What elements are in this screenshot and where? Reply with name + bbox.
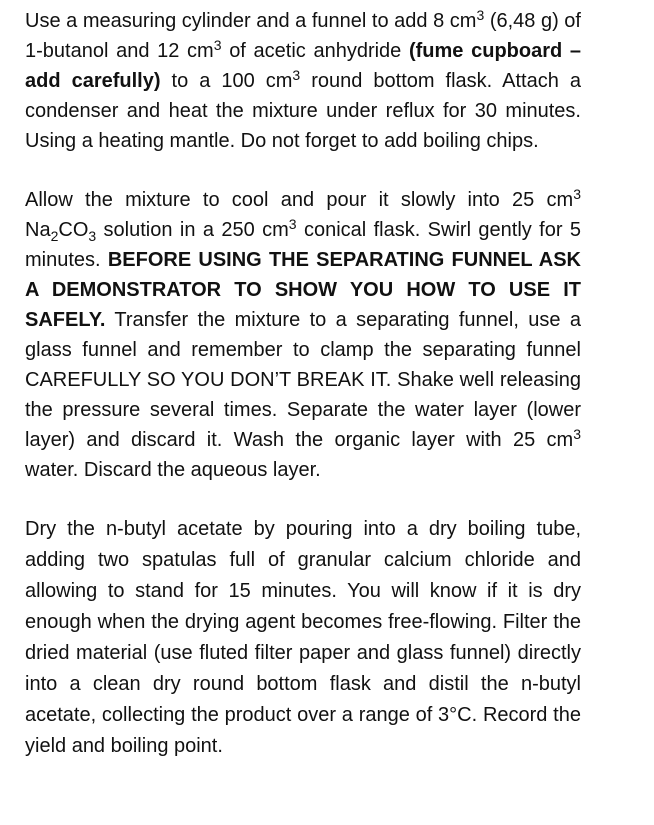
unit-cm3 — [262, 216, 297, 241]
unit-cm3 — [546, 426, 581, 451]
paragraph-spacer — [25, 485, 581, 514]
unit-cm: cm — [265, 70, 293, 92]
sodium-carbonate-formula — [25, 219, 97, 244]
unit-cube-exponent: 3 — [573, 426, 581, 442]
unit-cm3 — [187, 37, 222, 62]
unit-cm: cm — [449, 10, 477, 32]
p2-text-4: conical flask. Swirl gently for 5 minutes. — [25, 219, 582, 271]
unit-cm3 — [449, 7, 485, 32]
procedure-document — [25, 6, 581, 762]
p2-text-3: solution in a 250 — [96, 219, 263, 241]
formula-co: CO — [58, 219, 89, 241]
paragraph-drying-distillation: Dry the n-butyl acetate by pouring into a dry boiling tube, adding two spatulas full of granular calcium chloride and allowing to stand for 15 minutes. You will know if it is dry enough when the drying agent becomes free-flowing. Filter the dried material (use fluted filter paper and glass funnel) directly into a clean dry round bottom flask and distil the n-butyl acetate, collecting the product over a range of 3°C. Record the yield and boiling point. — [25, 518, 581, 757]
paragraph-spacer — [25, 156, 581, 185]
fume-cupboard-warning: (fume cupboard – add carefully) — [25, 40, 582, 92]
separating-funnel-warning: BEFORE USING THE SEPARATING FUNNEL ASK A DEMONSTRATOR TO SHOW YOU HOW TO USE IT SAFELY. — [25, 249, 581, 331]
unit-cm: cm — [546, 189, 574, 211]
p1-text-4: to a 100 — [160, 70, 266, 92]
p2-text-1: Allow the mixture to cool and pour it slowly into 25 — [25, 189, 547, 211]
unit-cm: cm — [187, 40, 214, 62]
unit-cm: cm — [262, 219, 289, 241]
unit-cube-exponent: 3 — [213, 37, 222, 53]
unit-cm: cm — [546, 429, 574, 451]
paragraph-separation — [25, 185, 581, 485]
p1-text-5: round bottom flask. Attach a condenser and heat the mixture under reflux for 30 minutes. Using a heating mantle. Do not forget to add boiling chips. — [25, 70, 581, 152]
p2-text-6: water. Discard the aqueous layer. — [25, 459, 321, 481]
unit-cube-exponent: 3 — [288, 216, 297, 232]
formula-na: Na — [25, 219, 51, 241]
p1-text-1: Use a measuring cylinder and a funnel to add 8 — [25, 10, 450, 32]
p1-text-3: of acetic anhydride — [221, 40, 409, 62]
p2-text-5: Transfer the mixture to a separating funnel, use a glass funnel and remember to clamp the separating funnel CAREFULLY SO YOU DON’T BREAK IT. Shake well releasing the pressure several times. Separate the water layer (lower layer) and discard it. Wash the organic layer with 25 — [25, 309, 581, 451]
formula-subscript-2: 2 — [50, 228, 59, 244]
unit-cm3 — [546, 186, 581, 211]
formula-subscript-3: 3 — [88, 228, 97, 244]
unit-cube-exponent: 3 — [292, 67, 301, 83]
unit-cube-exponent: 3 — [476, 7, 485, 23]
p1-text-2: (6,48 g) of 1-butanol and 12 — [25, 10, 581, 62]
paragraph-reaction-setup — [25, 6, 581, 156]
unit-cm3 — [265, 67, 301, 92]
unit-cube-exponent: 3 — [573, 186, 581, 202]
